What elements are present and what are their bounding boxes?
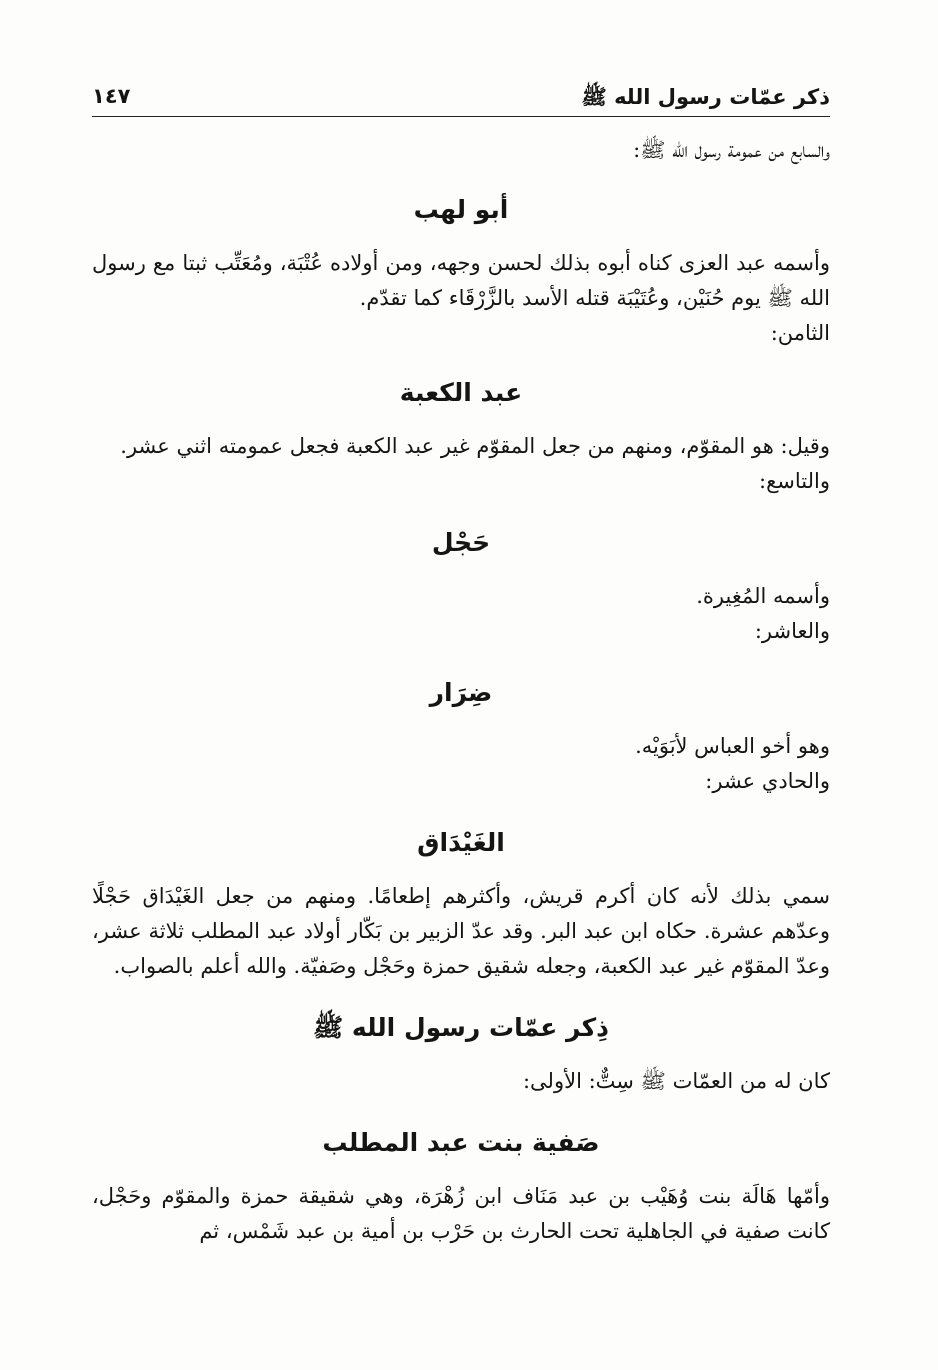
paragraph-ninth-intro: والتاسع: xyxy=(759,469,830,493)
heading-ghaydaq: الغَيْدَاق xyxy=(417,828,505,857)
running-header xyxy=(92,78,830,117)
heading-aunts-section: ذِكر عمّات رسول الله ﷺ xyxy=(313,1013,609,1042)
page-number: ١٤٧ xyxy=(92,84,131,108)
heading-abu-lahab: أبو لهب xyxy=(413,195,509,224)
paragraph-aunts-intro: كان له من العمّات ﷺ سِتٌّ: الأولى: xyxy=(522,1069,830,1093)
paragraph-tenth-intro: والعاشر: xyxy=(754,619,830,643)
paragraph-ghaydaq: سمي بذلك لأنه كان أكرم قريش، وأكثرهم إطعامًا. ومنهم من جعل الغَيْدَاق حَجْلًا وعدّهم عشرة. حكاه ابن عبد البر. وقد عدّ الزبير بن بَكّار أولاد عبد المطلب ثلاثة عشر، وعدّ المقوّم غير عبد الكعبة، وجعله شقيق حمزة وحَجْل وصَفيّة. والله أعلم بالصواب. xyxy=(92,884,830,978)
paragraph-abu-lahab: وأسمه عبد العزى كناه أبوه بذلك لحسن وجهه، ومن أولاده عُتْبَة، ومُعَتِّب ثبتا مع رسول الله ﷺ يوم حُنَيْن، وعُتَيْبَة قتله الأسد بالزَّرْقَاء كما تقدّم. xyxy=(92,251,831,310)
page-body xyxy=(92,117,830,1249)
paragraph-eighth-intro: الثامن: xyxy=(770,321,830,345)
heading-dirar: ضِرَار xyxy=(429,678,493,707)
heading-hajl: حَجْل xyxy=(431,528,491,557)
heading-safiyya: صَفية بنت عبد المطلب xyxy=(322,1128,600,1157)
book-page xyxy=(92,78,830,1358)
paragraph-safiyya: وأمّها هَالَة بنت وُهَيْب بن عبد مَنَاف ابن زُهْرَة، وهي شقيقة حمزة والمقوّم وحَجْل، كانت صفية في الجاهلية تحت الحارث بن حَرْب بن أمية بن عبد شَمْس، ثم xyxy=(92,1184,830,1243)
paragraph-hajl: وأسمه المُغِيرة. xyxy=(696,584,830,608)
paragraph-eleventh-intro: والحادي عشر: xyxy=(705,769,830,793)
paragraph-dirar: وهو أخو العباس لأبَوَيْه. xyxy=(635,734,830,758)
paragraph-abd-al-kaaba: وقيل: هو المقوّم، ومنهم من جعل المقوّم غير عبد الكعبة فجعل عمومته اثني عشر. xyxy=(120,434,830,458)
paragraph-seventh-intro: والسابع من عمومة رسول الله ﷺ: xyxy=(633,138,830,162)
running-title: ذكر عمّات رسول الله ﷺ xyxy=(581,85,830,109)
heading-abd-al-kaaba: عبد الكعبة xyxy=(399,378,523,407)
